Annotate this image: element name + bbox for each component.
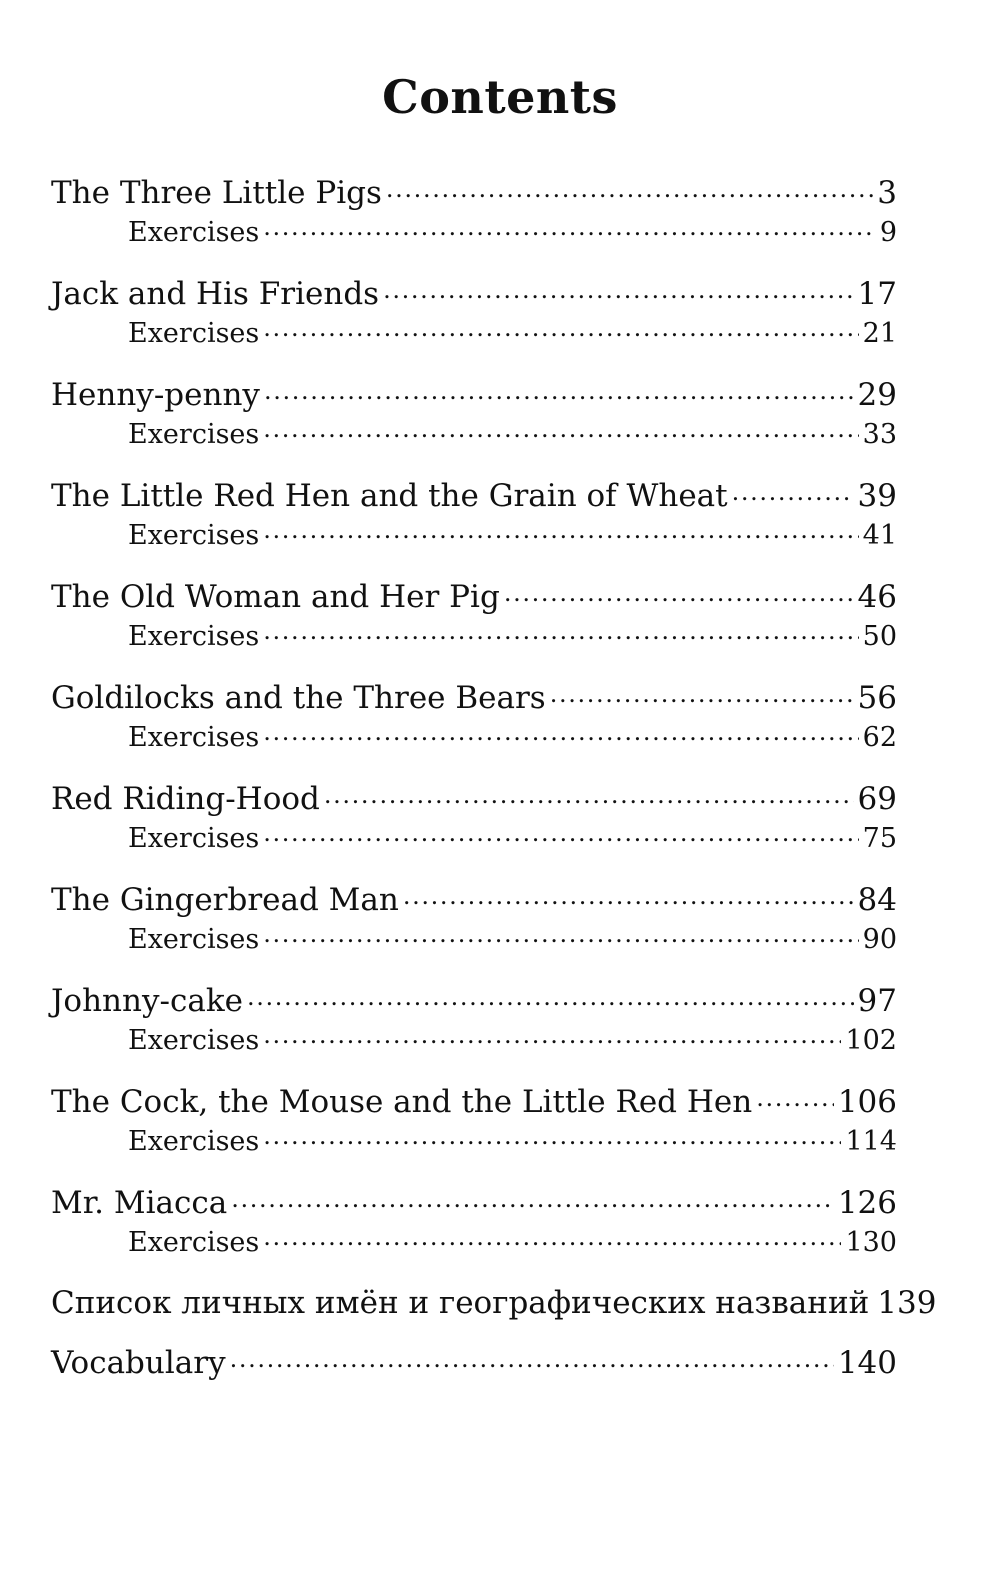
toc-page-number: 90: [862, 924, 897, 955]
toc-entry-title: Goldilocks and the Three Bears: [51, 680, 546, 716]
toc-subentry-title: Exercises: [128, 318, 260, 349]
toc-entry-title: The Little Red Hen and the Grain of Wheat: [51, 478, 728, 514]
toc-entry[interactable]: [51, 677, 897, 718]
toc-entry-title: Henny-penny: [51, 377, 260, 413]
dot-leader: [263, 719, 858, 746]
dot-leader: [263, 416, 858, 443]
toc-entry-title: Johnny-cake: [51, 983, 243, 1019]
dot-leader: [230, 1342, 834, 1373]
dot-leader: [263, 1022, 841, 1049]
toc-entry[interactable]: [51, 576, 897, 617]
toc-subentry[interactable]: [51, 920, 897, 960]
dot-leader: [504, 576, 854, 607]
toc-subentry-title: Exercises: [128, 1025, 260, 1056]
toc-subentry-title: Exercises: [128, 924, 260, 955]
toc-subentry[interactable]: [51, 617, 897, 657]
toc-entry-vocabulary[interactable]: [51, 1342, 897, 1383]
dot-leader: [550, 677, 854, 708]
dot-leader: [231, 1182, 834, 1213]
toc-entry[interactable]: [51, 172, 897, 213]
toc-subentry[interactable]: [51, 1021, 897, 1061]
toc-page-number: 102: [845, 1025, 897, 1056]
toc-entry-title: Vocabulary: [51, 1345, 226, 1381]
toc-entry[interactable]: [51, 778, 897, 819]
toc-page-number: 41: [862, 520, 897, 551]
dot-leader: [386, 172, 873, 203]
toc-page-number: 126: [837, 1185, 897, 1221]
toc-subentry-title: Exercises: [128, 823, 260, 854]
page-title: Contents: [382, 70, 618, 124]
toc-entry-title: Red Riding-Hood: [51, 781, 320, 817]
dot-leader: [383, 273, 853, 304]
toc-page-number: 9: [879, 217, 897, 248]
dot-leader: [263, 315, 858, 342]
toc-page-number: 56: [857, 680, 897, 716]
dot-leader: [263, 214, 876, 241]
toc-page-number: 39: [857, 478, 897, 514]
toc-page-number: 50: [862, 621, 897, 652]
toc-page-number: 29: [857, 377, 897, 413]
toc-subentry[interactable]: [51, 718, 897, 758]
toc-page-number: 17: [857, 276, 897, 312]
toc-subentry-title: Exercises: [128, 1227, 260, 1258]
table-of-contents: [51, 172, 937, 1383]
toc-entry-title: Jack and His Friends: [51, 276, 380, 312]
toc-page-number: 62: [862, 722, 897, 753]
toc-subentry[interactable]: [51, 415, 897, 455]
toc-subentry[interactable]: [51, 516, 897, 556]
toc-subentry[interactable]: [51, 819, 897, 859]
toc-page-number: 140: [837, 1345, 897, 1381]
toc-page-number: 33: [862, 419, 897, 450]
toc-subentry-title: Exercises: [128, 217, 260, 248]
toc-page-number: 46: [857, 579, 897, 615]
toc-page-number: 84: [857, 882, 897, 918]
toc-page-number: 97: [857, 983, 897, 1019]
toc-entry-name-index[interactable]: [51, 1282, 937, 1323]
dot-leader: [403, 879, 854, 910]
toc-subentry-title: Exercises: [128, 621, 260, 652]
toc-subentry-title: Exercises: [128, 419, 260, 450]
toc-entry[interactable]: [51, 1182, 897, 1223]
dot-leader: [756, 1081, 834, 1112]
toc-subentry[interactable]: [51, 1122, 897, 1162]
toc-entry-title: Список личных имён и географических названий: [51, 1285, 870, 1321]
toc-subentry-title: Exercises: [128, 1126, 260, 1157]
toc-entry-title: Mr. Miacca: [51, 1185, 228, 1221]
toc-subentry-title: Exercises: [128, 520, 260, 551]
dot-leader: [247, 980, 854, 1011]
toc-page-number: 130: [845, 1227, 897, 1258]
toc-entry[interactable]: [51, 879, 897, 920]
dot-leader: [263, 921, 858, 948]
toc-subentry[interactable]: [51, 1223, 897, 1263]
toc-entry[interactable]: [51, 980, 897, 1021]
toc-page-number: 75: [862, 823, 897, 854]
toc-page-number: 69: [857, 781, 897, 817]
dot-leader: [263, 1123, 841, 1150]
dot-leader: [263, 820, 858, 847]
dot-leader: [264, 374, 854, 405]
toc-page-number: 139: [877, 1285, 937, 1321]
dot-leader: [263, 517, 858, 544]
toc-entry-title: The Gingerbread Man: [51, 882, 399, 918]
dot-leader: [324, 778, 854, 809]
toc-entry-title: The Cock, the Mouse and the Little Red Hen: [51, 1084, 753, 1120]
toc-entry[interactable]: [51, 374, 897, 415]
toc-page-number: 106: [837, 1084, 897, 1120]
dot-leader: [263, 1224, 841, 1251]
toc-entry[interactable]: [51, 273, 897, 314]
toc-entry-title: The Three Little Pigs: [51, 175, 382, 211]
toc-entry[interactable]: [51, 1081, 897, 1122]
toc-subentry[interactable]: [51, 314, 897, 354]
dot-leader: [263, 618, 858, 645]
toc-entry[interactable]: [51, 475, 897, 516]
toc-entry-title: The Old Woman and Her Pig: [51, 579, 500, 615]
dot-leader: [732, 475, 854, 506]
toc-page-number: 114: [845, 1126, 897, 1157]
toc-subentry-title: Exercises: [128, 722, 260, 753]
toc-page-number: 3: [877, 175, 897, 211]
toc-subentry[interactable]: [51, 213, 897, 253]
toc-page-number: 21: [862, 318, 897, 349]
